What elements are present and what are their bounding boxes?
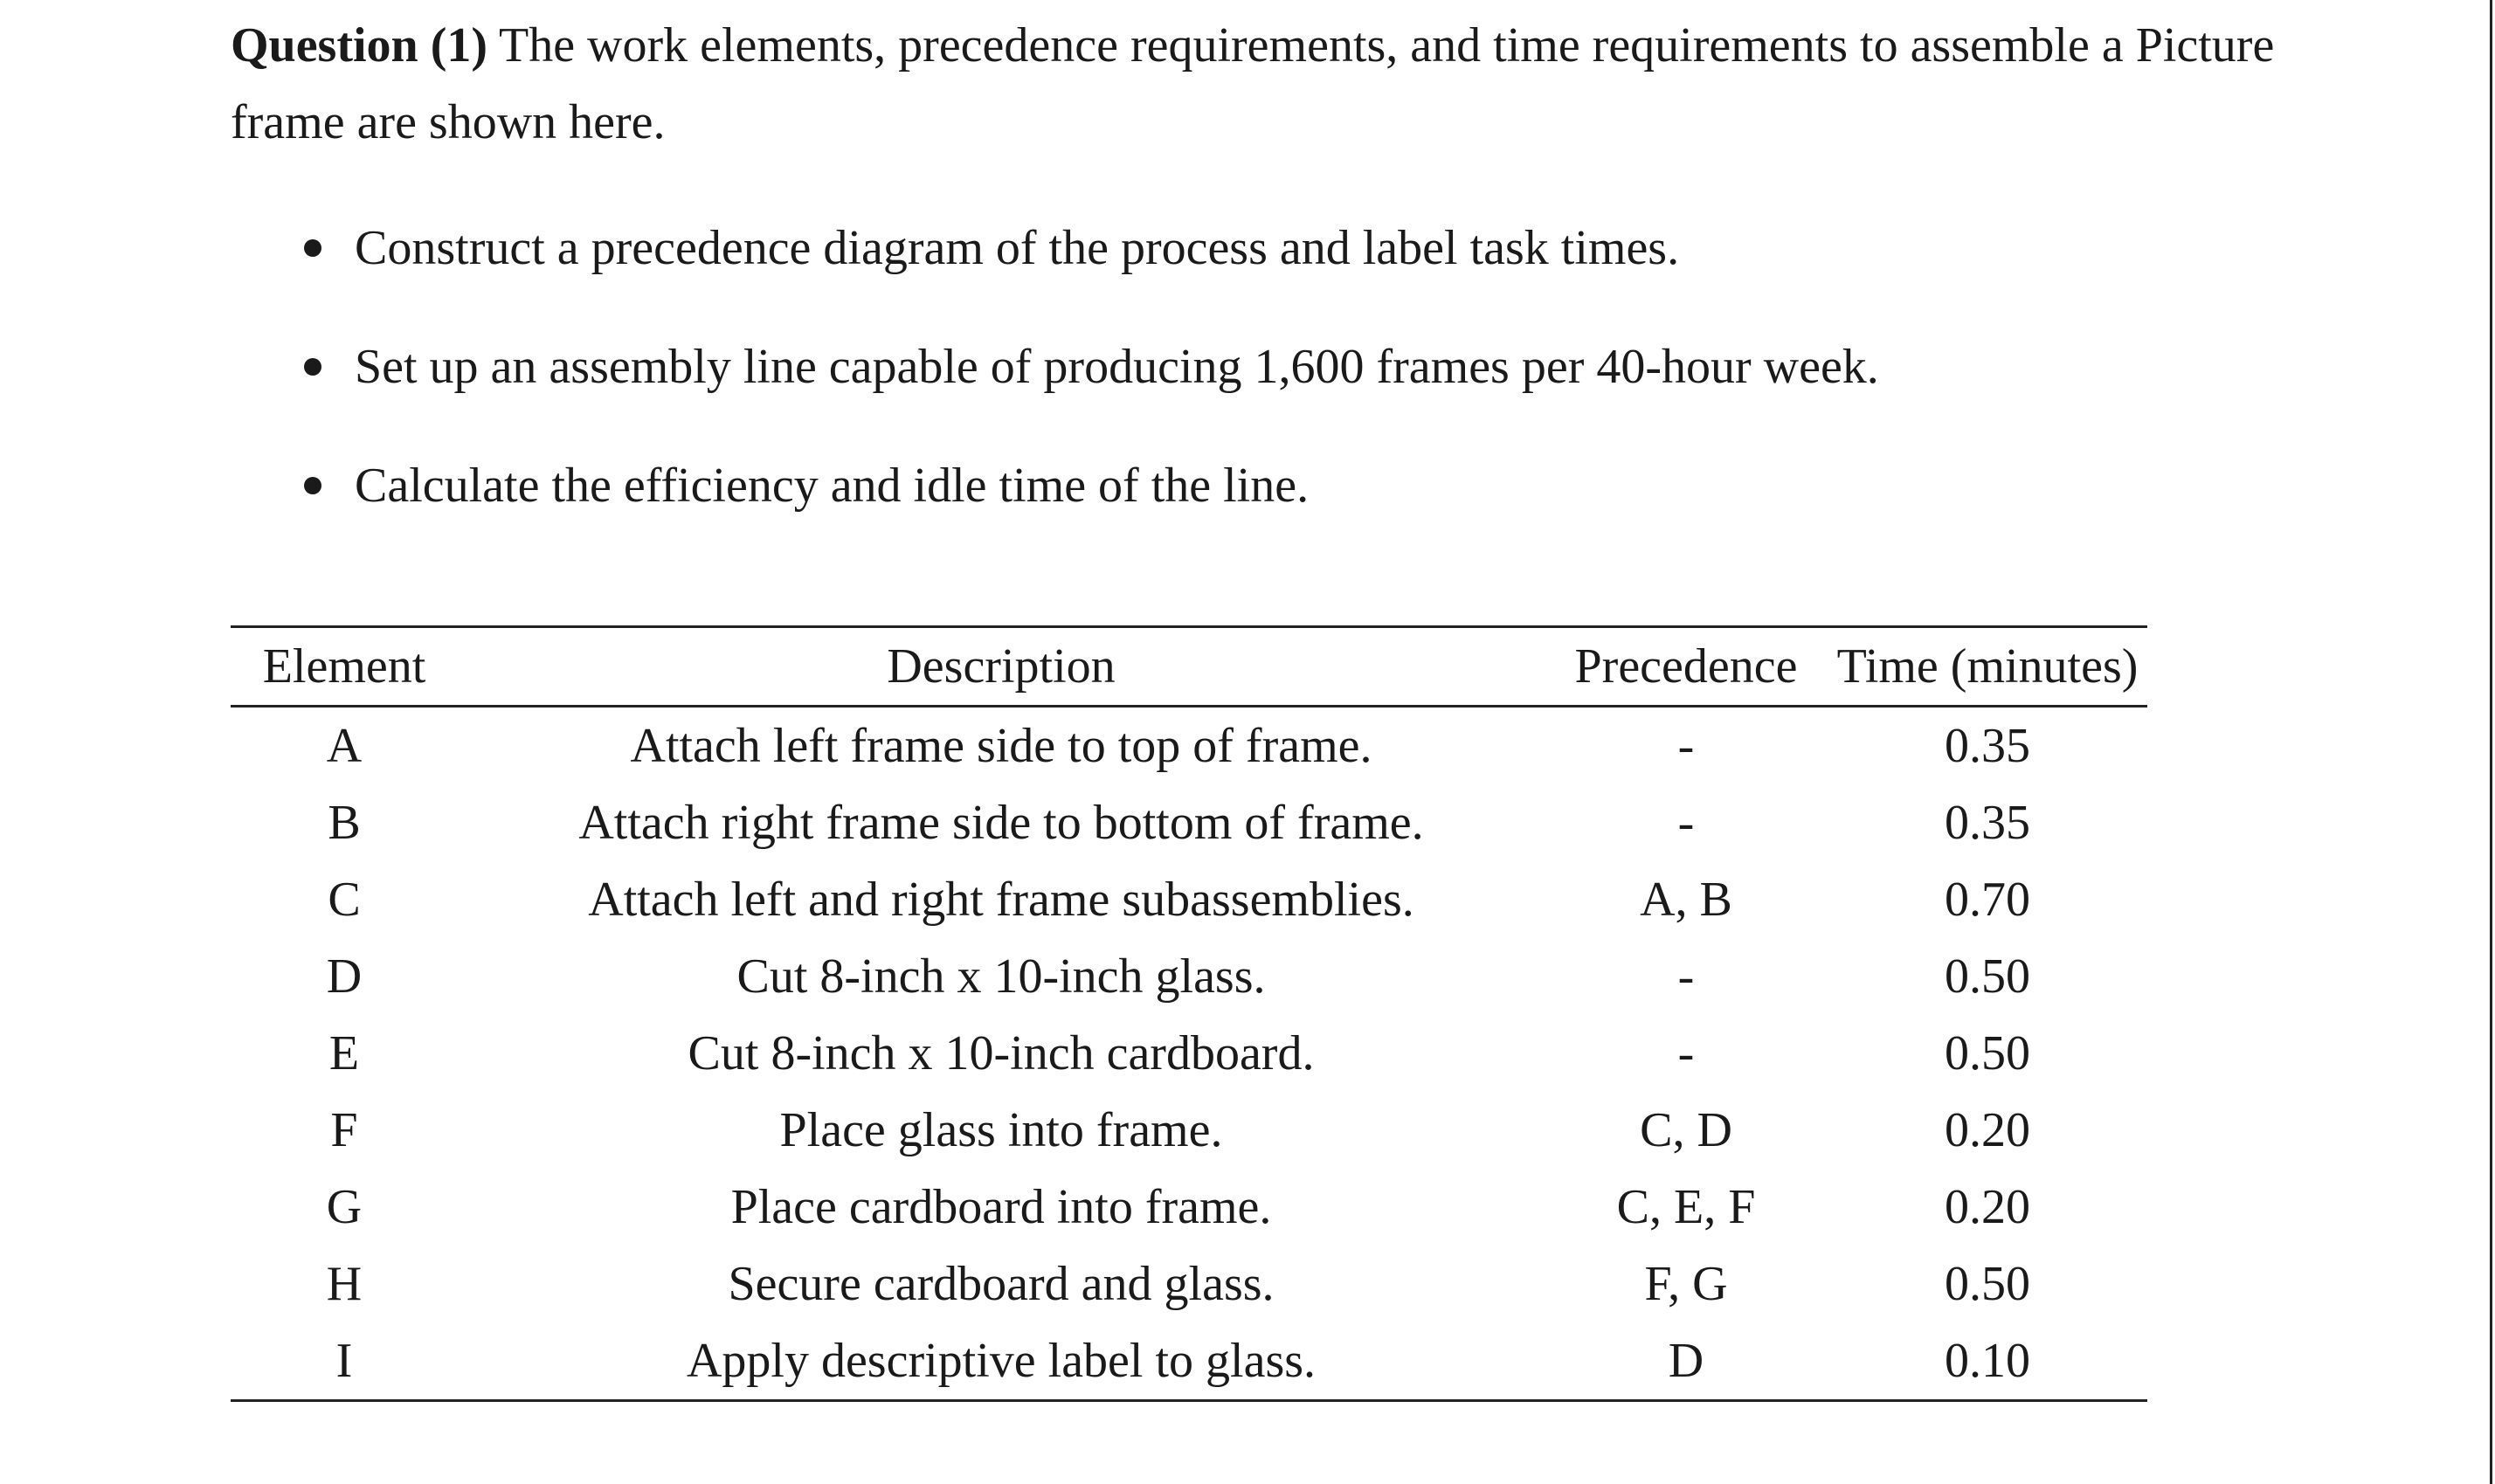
question-paragraph: [231, 7, 2310, 161]
cell-precedence: C, E, F: [1616, 1180, 1756, 1234]
task-item: [297, 328, 1879, 447]
question-text: The work elements, precedence requirements, and time requirements to assemble a Picture frame are shown here.: [231, 18, 2275, 149]
cell-element: F: [330, 1103, 358, 1157]
cell-element: B: [328, 796, 361, 850]
cell-precedence: -: [1677, 949, 1695, 1004]
cell-description: Place glass into frame.: [779, 1103, 1223, 1157]
task-text: Construct a precedence diagram of the process and label task times.: [355, 221, 1680, 275]
cell-time: 0.20: [1945, 1180, 2030, 1234]
table-row: [231, 861, 2147, 938]
cell-description: Cut 8-inch x 10-inch glass.: [736, 949, 1266, 1004]
table-row: [231, 1092, 2147, 1169]
task-item: [297, 210, 1879, 328]
bullet-icon: [304, 358, 321, 376]
cell-precedence: -: [1677, 796, 1695, 850]
bullet-icon: [304, 239, 321, 257]
task-text: Set up an assembly line capable of producing 1,600 frames per 40-hour week.: [355, 340, 1879, 394]
cell-description: Apply descriptive label to glass.: [686, 1334, 1317, 1388]
cell-description: Place cardboard into frame.: [730, 1180, 1272, 1234]
cell-precedence: F, G: [1644, 1257, 1728, 1311]
cell-time: 0.20: [1945, 1103, 2030, 1157]
table-row: [231, 784, 2147, 861]
cell-time: 0.50: [1945, 949, 2030, 1004]
table-row: [231, 1246, 2147, 1322]
cell-element: D: [326, 949, 363, 1004]
cell-time: 0.35: [1945, 719, 2030, 773]
cell-element: I: [335, 1334, 353, 1388]
cell-description: Attach left frame side to top of frame.: [630, 719, 1372, 773]
cell-element: C: [328, 873, 361, 927]
cell-element: G: [326, 1180, 363, 1234]
cell-description: Attach left and right frame subassemblies.: [588, 873, 1414, 927]
task-text: Calculate the efficiency and idle time of the line.: [355, 459, 1310, 513]
cell-precedence: -: [1677, 719, 1695, 773]
cell-time: 0.50: [1945, 1257, 2030, 1311]
table-row: [231, 938, 2147, 1015]
cell-time: 0.70: [1945, 873, 2030, 927]
cell-precedence: -: [1677, 1026, 1695, 1080]
table-row: [231, 707, 2147, 785]
task-list: [297, 210, 1879, 566]
bullet-icon: [304, 477, 321, 494]
cell-element: A: [326, 719, 363, 773]
header-element: Element: [262, 639, 426, 694]
cell-precedence: C, D: [1640, 1103, 1732, 1157]
table-row: [231, 1015, 2147, 1092]
task-item: [297, 447, 1879, 566]
header-time: Time (minutes): [1836, 639, 2139, 694]
cell-description: Cut 8-inch x 10-inch cardboard.: [688, 1026, 1315, 1080]
cell-element: E: [328, 1026, 360, 1080]
table-row: [231, 1322, 2147, 1401]
page-edge-rule: [2490, 0, 2492, 1484]
cell-precedence: A, B: [1640, 873, 1732, 927]
cell-time: 0.35: [1945, 796, 2030, 850]
question-label: Question (1): [231, 18, 487, 72]
table-row: [231, 1169, 2147, 1246]
cell-time: 0.50: [1945, 1026, 2030, 1080]
cell-description: Attach right frame side to bottom of frame.: [578, 796, 1424, 850]
table-header-row: [231, 627, 2147, 707]
cell-time: 0.10: [1945, 1334, 2030, 1388]
work-elements-table: [231, 625, 2147, 1402]
header-description: Description: [887, 639, 1116, 694]
cell-description: Secure cardboard and glass.: [728, 1257, 1275, 1311]
cell-precedence: D: [1668, 1334, 1704, 1388]
cell-element: H: [326, 1257, 363, 1311]
header-precedence: Precedence: [1574, 639, 1798, 694]
